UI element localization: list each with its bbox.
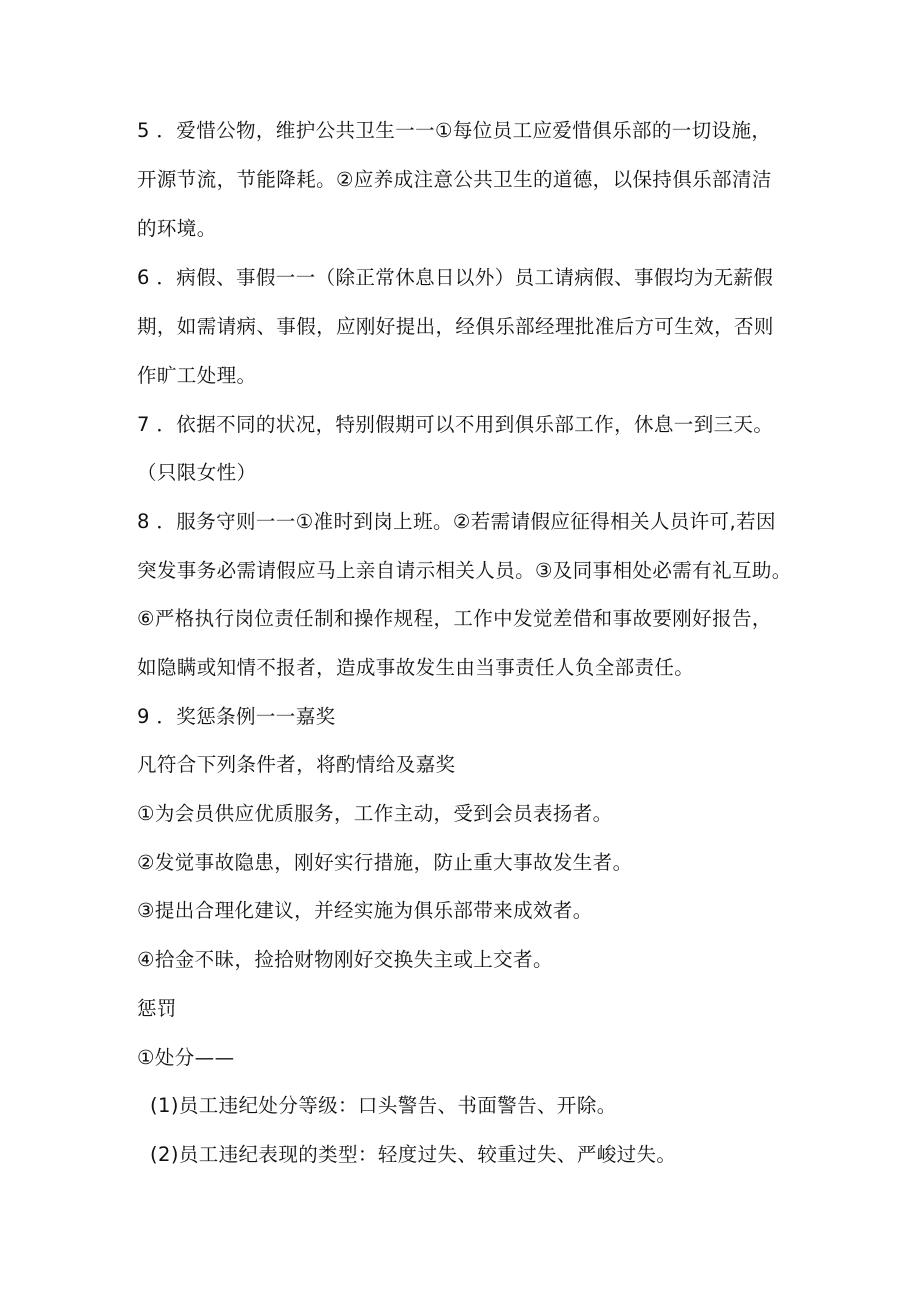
text-line-item8: 8 ．服务守则一一①准时到岗上班。②若需请假应征得相关人员许可,若因 <box>137 510 776 533</box>
text-line: 作旷工处理。 <box>137 364 257 387</box>
list-item: ①处分—— <box>137 1046 235 1069</box>
text-line: 如隐瞒或知情不报者，造成事故发生由当事责任人负全部责任。 <box>137 656 695 679</box>
text-line: 的环境。 <box>137 217 217 240</box>
list-item: ④拾金不昧，捡拾财物刚好交换失主或上交者。 <box>137 948 553 971</box>
text-line: 期，如需请病、事假，应刚好提出，经俱乐部经理批准后方可生效，否则 <box>137 315 774 338</box>
list-item: ②发觉事故隐患，刚好实行措施，防止重大事故发生者。 <box>137 851 633 874</box>
text-line: 凡符合下列条件者，将酌情给及嘉奖 <box>137 753 456 776</box>
section-heading: 惩罚 <box>137 997 177 1020</box>
text-line-item9: 9 ．奖惩条例一一嘉奖 <box>137 705 336 728</box>
text-line-item7: 7 ．依据不同的状况，特别假期可以不用到俱乐部工作，休息一到三天。 <box>137 413 774 436</box>
list-item: ③提出合理化建议，并经实施为俱乐部带来成效者。 <box>137 899 593 922</box>
text-line: ⑥严格执行岗位责任制和操作规程，工作中发觉差借和事故要刚好报告， <box>137 607 772 630</box>
sub-list-item: (2)员工违纪表现的类型：轻度过失、较重过失、严峻过失。 <box>150 1143 677 1166</box>
text-line: 开源节流，节能降耗。②应养成注意公共卫生的道德，以保持俱乐部清洁 <box>137 168 772 191</box>
text-line-item5: 5 ．爱惜公物，维护公共卫生一一①每位员工应爱惜俱乐部的一切设施， <box>137 119 772 142</box>
list-item: ①为会员供应优质服务，工作主动，受到会员表扬者。 <box>137 802 613 825</box>
text-line: （只限女性） <box>137 461 257 484</box>
sub-list-item: (1)员工违纪处分等级：口头警告、书面警告、开除。 <box>150 1094 617 1117</box>
text-line-item6: 6 ．病假、事假一一（除正常休息日以外）员工请病假、事假均为无薪假 <box>137 266 774 289</box>
text-line: 突发事务必需请假应马上亲自请示相关人员。③及同事相处必需有礼互助。 <box>137 559 792 582</box>
